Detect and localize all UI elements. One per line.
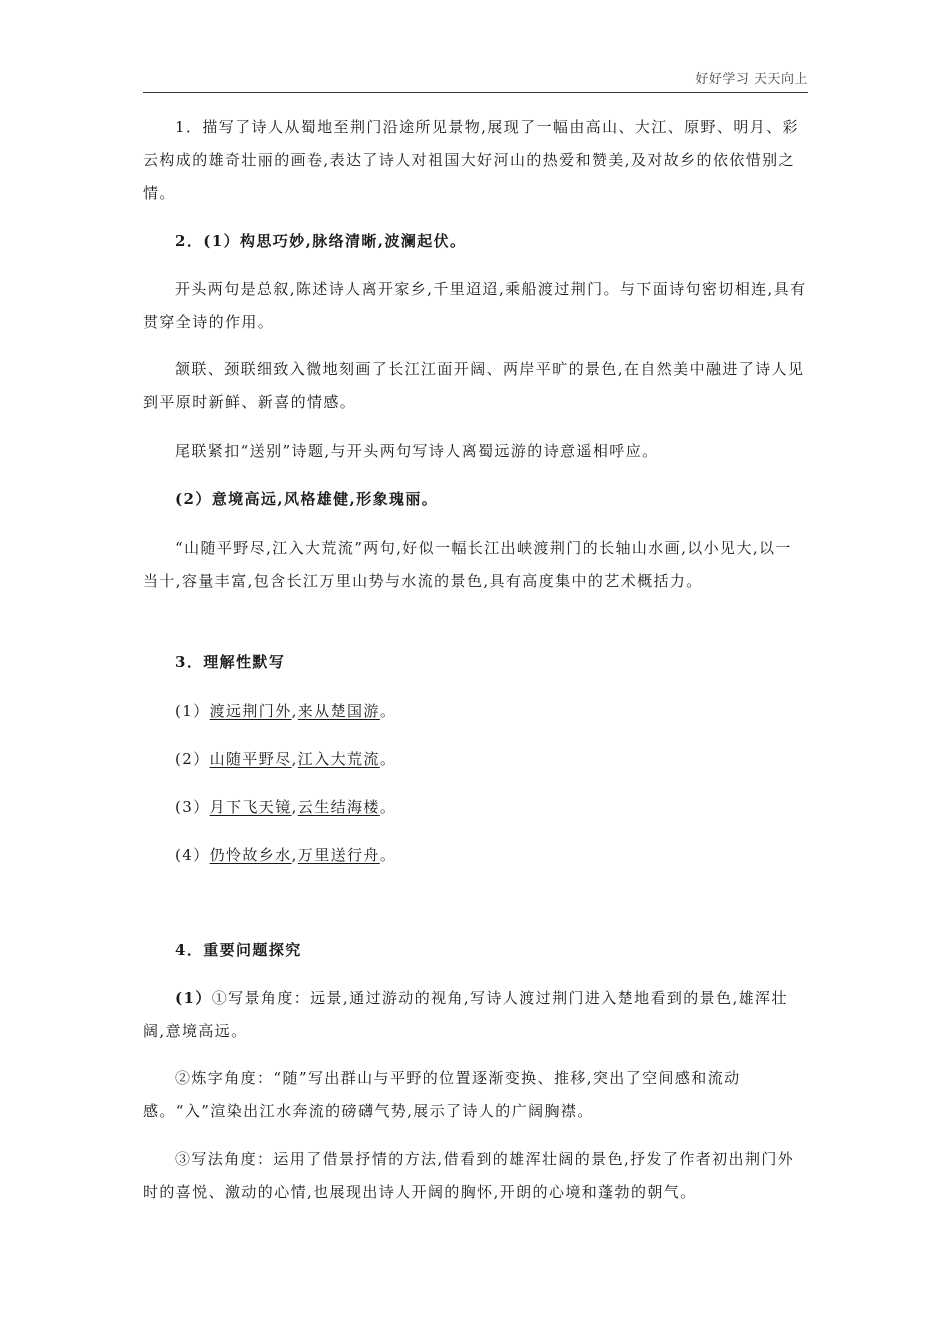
recitation-answer-b: 江入大荒流	[297, 750, 380, 768]
recitation-answer-a: 月下飞天镜	[209, 798, 292, 816]
answer-4-paragraph-2: ②炼字角度：“随”写出群山与平野的位置逐渐变换、推移,突出了空间感和流动感。“入”渲染出江水奔流的磅礴气势,展示了诗人的广阔胸襟。	[143, 1069, 741, 1120]
answer-2-paragraph-4: “山随平野尽,江入大荒流”两句,好似一幅长江出峡渡荆门的长轴山水画,以小见大,以一当十,容量丰富,包含长江万里山势与水流的景色,具有高度集中的艺术概括力。	[143, 539, 792, 590]
header-motto: 好好学习 天天向上	[695, 72, 808, 87]
recitation-number: (2）	[175, 750, 210, 768]
recitation-answer-a: 山随平野尽	[209, 750, 292, 768]
answer-4-subnumber: (1）	[175, 989, 212, 1007]
comma: ,	[291, 702, 298, 720]
recitation-number: (3）	[175, 798, 210, 816]
recitation-number: (1）	[175, 702, 210, 720]
answer-2-heading-1: 2．(1）构思巧妙,脉络清晰,波澜起伏。	[175, 232, 467, 250]
recitation-number: (4）	[175, 846, 210, 864]
period: 。	[379, 750, 397, 768]
answer-4-paragraph-1	[143, 982, 808, 1048]
recitation-line-2	[175, 747, 396, 771]
answer-4-heading: 4．重要问题探究	[175, 941, 302, 959]
comma: ,	[291, 846, 298, 864]
recitation-answer-b: 万里送行舟	[297, 846, 380, 864]
page-header	[143, 66, 808, 93]
answer-2-heading-2: (2）意境高远,风格雄健,形象瑰丽。	[175, 490, 439, 508]
recitation-answer-a: 仍怜故乡水	[209, 846, 292, 864]
period: 。	[379, 798, 397, 816]
answer-1-paragraph: 1．描写了诗人从蜀地至荆门沿途所见景物,展现了一幅由高山、大江、原野、明月、彩云构成的雄奇壮丽的画卷,表达了诗人对祖国大好河山的热爱和赞美,及对故乡的依依惜别之情。	[143, 118, 799, 202]
period: 。	[379, 702, 397, 720]
recitation-answer-b: 来从楚国游	[297, 702, 380, 720]
answer-2-paragraph-1: 开头两句是总叙,陈述诗人离开家乡,千里迢迢,乘船渡过荆门。与下面诗句密切相连,具有贯穿全诗的作用。	[143, 280, 807, 331]
comma: ,	[291, 750, 298, 768]
answer-4-paragraph-1-text: ①写景角度：远景,通过游动的视角,写诗人渡过荆门进入楚地看到的景色,雄浑壮阔,意境高远。	[143, 989, 788, 1040]
recitation-answer-a: 渡远荆门外	[209, 702, 292, 720]
answer-2-paragraph-2: 颔联、颈联细致入微地刻画了长江江面开阔、两岸平旷的景色,在自然美中融进了诗人见到平原时新鲜、新喜的情感。	[143, 360, 805, 411]
answer-3-heading: 3．理解性默写	[175, 653, 286, 671]
recitation-answer-b: 云生结海楼	[297, 798, 380, 816]
recitation-line-1	[175, 699, 396, 723]
period: 。	[379, 846, 397, 864]
recitation-line-4	[175, 843, 396, 867]
answer-2-paragraph-3: 尾联紧扣“送别”诗题,与开头两句写诗人离蜀远游的诗意遥相呼应。	[175, 442, 659, 460]
recitation-line-3	[175, 795, 396, 819]
answer-4-paragraph-3: ③写法角度：运用了借景抒情的方法,借看到的雄浑壮阔的景色,抒发了作者初出荆门外时的喜悦、激动的心情,也展现出诗人开阔的胸怀,开朗的心境和蓬勃的朝气。	[143, 1150, 795, 1201]
comma: ,	[291, 798, 298, 816]
